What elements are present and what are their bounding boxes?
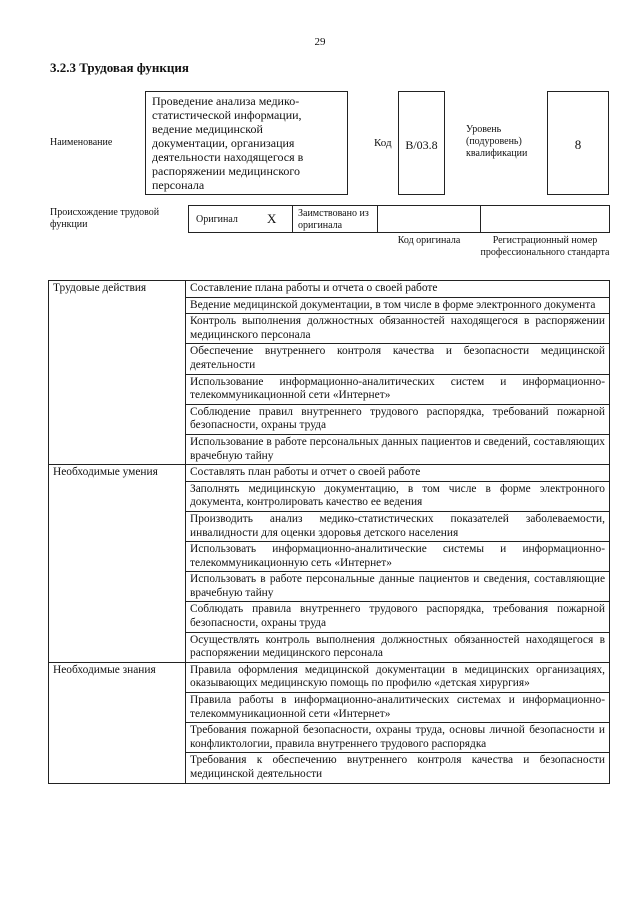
section-item: Заполнять медицинскую документацию, в том числе в форме электронного документа, контролировать качество ее ведения — [186, 481, 610, 511]
reg-number-caption: Регистрационный номер профессионального стандарта — [480, 235, 610, 258]
qualification-level: 8 — [547, 91, 609, 195]
section-item: Использовать информационно-аналитические системы и информационно-телекоммуникационную сеть «Интернет» — [186, 542, 610, 572]
section-item: Контроль выполнения должностных обязанностей находящегося в распоряжении медицинского персонала — [186, 314, 610, 344]
section-title: 3.2.3 Трудовая функция — [50, 60, 189, 75]
section-item: Обеспечение внутреннего контроля качества и безопасности медицинской деятельности — [186, 344, 610, 374]
section-item: Составлять план работы и отчет о своей работе — [186, 465, 610, 482]
section-item: Правила оформления медицинской документации в медицинских организациях, оказывающих медицинскую помощь по профилю «детская хирургия» — [186, 662, 610, 692]
section-item: Правила работы в информационно-аналитических системах и информационно-телекоммуникационной сети «Интернет» — [186, 693, 610, 723]
section-item: Производить анализ медико-статистических показателей заболеваемости, инвалидности для оценки здоровья детского населения — [186, 511, 610, 541]
section-item: Составление плана работы и отчета о своей работе — [186, 281, 610, 298]
page-number: 29 — [314, 36, 326, 48]
section-heading: Трудовые действия — [49, 281, 186, 465]
table-row — [49, 281, 610, 298]
code-label: Код — [374, 137, 392, 149]
code-original-caption: Код оригинала — [397, 235, 461, 246]
section-heading: Необходимые умения — [49, 465, 186, 663]
function-code: B/03.8 — [398, 91, 445, 195]
borrowed-label: Заимствовано из оригинала — [298, 208, 369, 231]
section-item: Ведение медицинской документации, в том числе в форме электронного документа — [186, 297, 610, 314]
level-label: Уровень (подуровень) квалификации — [466, 124, 528, 159]
original-mark: X — [267, 211, 277, 226]
origin-label: Происхождение трудовой функции — [50, 207, 160, 230]
table-row — [49, 662, 610, 692]
section-item: Требования пожарной безопасности, охраны труда, основы личной безопасности и конфликтологии, правила внутреннего трудового распорядка — [186, 723, 610, 753]
section-item: Использование информационно-аналитических систем и информационно-телекоммуникационной сети «Интернет» — [186, 374, 610, 404]
section-item: Соблюдение правил внутреннего трудового распорядка, требований пожарной безопасности, охраны труда — [186, 404, 610, 434]
section-item: Использовать в работе персональные данные пациентов и сведения, составляющие врачебную тайну — [186, 572, 610, 602]
section-item: Осуществлять контроль выполнения должностных обязанностей находящегося в распоряжении медицинского персонала — [186, 632, 610, 662]
original-cell — [188, 205, 293, 233]
name-label: Наименование — [50, 137, 113, 148]
section-item: Соблюдать правила внутреннего трудового распорядка, требования пожарной безопасности, охраны труда — [186, 602, 610, 632]
section-item: Требования к обеспечению внутреннего контроля качества и безопасности медицинской деятельности — [186, 753, 610, 783]
function-table — [48, 280, 610, 784]
reg-number-cell — [480, 205, 610, 233]
function-name: Проведение анализа медико-статистической информации, ведение медицинской документации, организация деятельности находящегося в распоряжении медицинского персонала — [145, 91, 348, 195]
section-heading: Необходимые знания — [49, 662, 186, 783]
section-item: Использование в работе персональных данных пациентов и сведений, составляющих врачебную тайну — [186, 434, 610, 464]
table-row — [49, 465, 610, 482]
borrowed-cell — [292, 205, 378, 233]
original-label: Оригинал — [196, 214, 238, 225]
code-original-cell — [377, 205, 481, 233]
